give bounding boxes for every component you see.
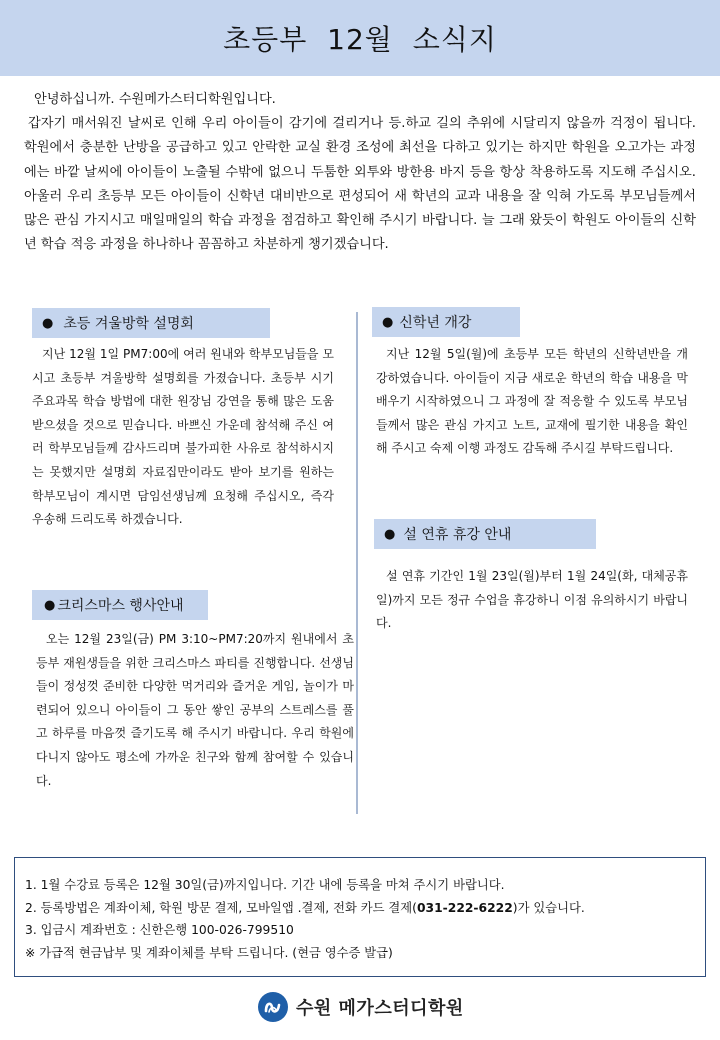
notice-box — [14, 857, 706, 977]
section-title-winter — [32, 308, 270, 338]
section-body-winter — [32, 343, 334, 532]
section-title-text: 설 연휴 휴강 안내 — [403, 527, 512, 543]
intro-body: 갑자기 매서워진 날씨로 인해 우리 아이들이 감기에 걸리거나 등.하교 길의 추위에 시달리지 않을까 걱정이 됩니다. 학원에서 충분한 난방을 공급하고 있고 안락한 교실 환경 조성에 최선을 다하고 있기는 하지만 학원을 오고가는 과정에는 바깥 날씨에 아이들이 노출될 수밖에 없으니 두툼한 외투와 방한용 바지 등을 항상 착용하도록 지도해 주십시오. 아울러 우리 초등부 모든 아이들이 신학년 대비반으로 편성되어 새 학년의 교과 내용을 잘 익혀 가도록 부모님들께서 많은 관심 가지시고 매일매일의 학습 과정을 점검하고 확인해 주시기 바랍니다. 늘 그래 왔듯이 학원도 아이들의 신학년 학습 적응 과정을 하나하나 꼼꼼하고 차분하게 챙기겠습니다. — [24, 116, 696, 253]
notice-line-2 — [25, 897, 705, 920]
section-title-newyear — [372, 307, 520, 337]
section-text: 오는 12월 23일(금) PM 3:10~PM7:20까지 원내에서 초등부 재원생들을 위한 크리스마스 파티를 진행합니다. 선생님들이 정성껏 준비한 다양한 먹거리와 즐거운 게임, 놀이가 마련되어 있으니 아이들이 그 동안 쌓인 공부의 스트레스를 풀고 하루를 마음껏 즐기도록 해 주시기 바랍니다. 우리 학원에 다니지 않아도 평소에 가까운 친구와 함께 참여할 수 있습니다. — [36, 632, 354, 788]
page-title: 초등부 12월 소식지 — [223, 23, 497, 56]
newsletter-header — [0, 0, 720, 76]
section-title-christmas — [32, 590, 208, 620]
phone-number: 031-222-6222 — [416, 900, 513, 915]
intro-greeting: 안녕하십니까. 수원메가스터디학원입니다. — [34, 92, 276, 107]
section-body-holiday — [376, 565, 688, 636]
bullet-icon: ● — [384, 526, 396, 542]
section-title-text: 초등 겨울방학 설명회 — [63, 316, 194, 332]
bullet-icon: ● — [44, 597, 56, 613]
section-text: 지난 12월 1일 PM7:00에 여러 원내와 학부모님들을 모시고 초등부 겨울방학 설명회를 가졌습니다. 초등부 시기 주요과목 학습 방법에 대한 원장님 강연을 통해 많은 도움 받으셨을 것으로 믿습니다. 바쁘신 가운데 참석해 주신 여러 학부모님들께 감사드리며 불가피한 사유로 참석하시지는 못했지만 설명회 자료집만이라도 받아 보기를 원하는 학부모님이 계시면 담임선생님께 요청해 주십시오, 즉각 우송해 드리도록 하겠습니다. — [32, 347, 334, 527]
notice-line-4: ※ 가급적 현금납부 및 계좌이체를 부탁 드립니다. (현금 영수증 발급) — [25, 945, 393, 960]
section-text: 지난 12월 5일(월)에 초등부 모든 학년의 신학년반을 개강하였습니다. 아이들이 지금 새로운 학년의 학습 내용을 막 배우기 시작하였으니 그 과정에 잘 적응할 수 있도록 부모님들께서 많은 관심 가지고 노트, 교재에 필기한 내용을 확인해 주시고 숙제 이행 과정도 감독해 주시길 부탁드립니다. — [376, 347, 688, 456]
logo-swirl-icon — [262, 996, 284, 1018]
section-title-text: 크리스마스 행사안내 — [57, 598, 184, 614]
notice-line-2-suffix: )가 있습니다. — [512, 900, 585, 915]
notice-line-3: 3. 입금시 계좌번호 : 신한은행 100-026-799510 — [25, 923, 294, 937]
notice-line-1: 1. 1월 수강료 등록은 12월 30일(금)까지입니다. 기간 내에 등록을 마쳐 주시기 바랍니다. — [25, 878, 505, 892]
section-body-newyear — [376, 343, 688, 461]
bullet-icon: ● — [42, 315, 54, 331]
intro-section — [24, 88, 696, 257]
logo-mark-icon — [258, 992, 288, 1022]
notice-line-2-prefix: 2. 등록방법은 계좌이체, 학원 방문 결제, 모바일앱 .결제, 전화 카드 결제( — [25, 900, 417, 915]
column-divider — [356, 312, 358, 814]
academy-name: 수원 메가스터디학원 — [296, 998, 464, 1019]
section-body-christmas — [36, 628, 354, 793]
section-text: 설 연휴 기간인 1월 23일(월)부터 1월 24일(화, 대체공휴일)까지 모든 정규 수업을 휴강하니 이점 유의하시기 바랍니다. — [376, 569, 688, 631]
section-title-text: 신학년 개강 — [399, 315, 472, 331]
academy-logo — [258, 990, 464, 1024]
section-title-holiday — [374, 519, 596, 549]
bullet-icon: ● — [382, 314, 394, 330]
